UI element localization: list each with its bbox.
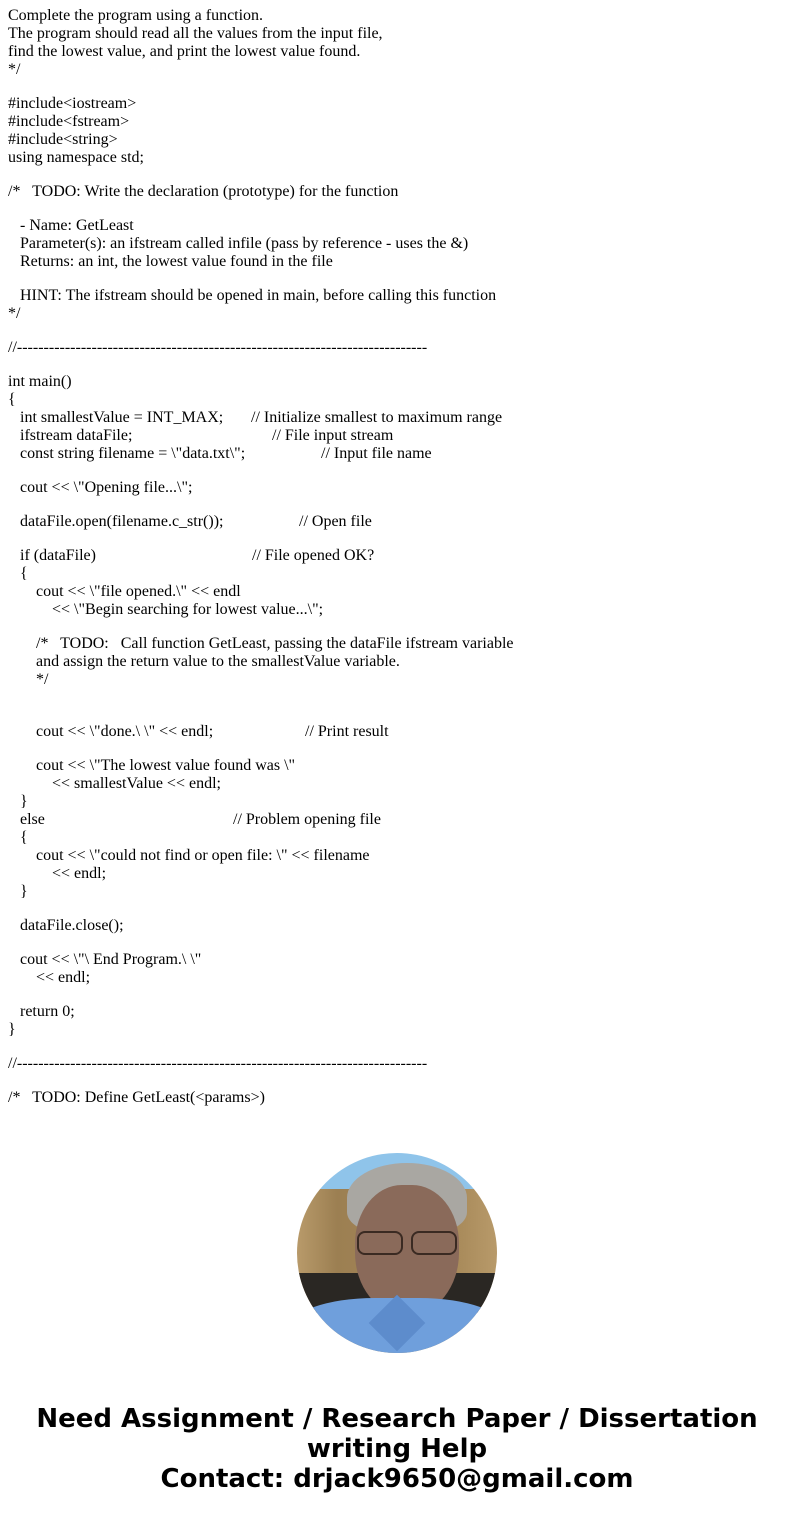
code-line: dataFile.open(filename.c_str()); — [20, 513, 224, 530]
code-line: << \"Begin searching for lowest value...\"; — [52, 601, 324, 618]
code-line: Returns: an int, the lowest value found in the file — [20, 253, 333, 270]
code-line: //----------------------------------------------------------------------------- — [8, 339, 428, 356]
code-line: and assign the return value to the smallestValue variable. — [36, 653, 400, 670]
code-line: cout << \"file opened.\" << endl — [36, 583, 241, 600]
code-line: else — [20, 811, 45, 828]
code-line: */ — [8, 305, 21, 322]
code-line: #include<string> — [8, 131, 118, 148]
promo-line-2: writing Help — [306, 1434, 488, 1464]
code-comment: // Input file name — [321, 445, 432, 462]
code-line: find the lowest value, and print the lowest value found. — [8, 43, 361, 60]
code-line: cout << \"could not find or open file: \" << filename — [36, 847, 370, 864]
author-avatar — [297, 1153, 497, 1353]
code-line: << smallestValue << endl; — [52, 775, 221, 792]
code-line: int smallestValue = INT_MAX; — [20, 409, 224, 426]
code-line: //----------------------------------------------------------------------------- — [8, 1055, 428, 1072]
code-line: /* TODO: Call function GetLeast, passing the dataFile ifstream variable — [36, 635, 514, 652]
code-line: if (dataFile) — [20, 547, 96, 564]
code-line: { — [20, 565, 28, 582]
code-line: HINT: The ifstream should be opened in main, before calling this function — [20, 287, 497, 304]
code-line: The program should read all the values from the input file, — [8, 25, 383, 42]
code-line: cout << \"\ End Program.\ \" — [20, 951, 202, 968]
glasses-icon — [357, 1231, 457, 1253]
code-line: cout << \"Opening file...\"; — [20, 479, 193, 496]
code-line: Parameter(s): an ifstream called infile (pass by reference - uses the &) — [20, 235, 469, 252]
code-comment: // Problem opening file — [233, 811, 381, 828]
code-comment: // Print result — [305, 723, 389, 740]
code-line: /* TODO: Write the declaration (prototype) for the function — [8, 183, 399, 200]
code-line: dataFile.close(); — [20, 917, 124, 934]
code-comment: // File opened OK? — [252, 547, 375, 564]
promo-line-contact: Contact: drjack9650@gmail.com — [160, 1464, 634, 1494]
promo-line-1: Need Assignment / Research Paper / Dissertation — [36, 1404, 758, 1434]
code-line: return 0; — [20, 1003, 75, 1020]
code-line: */ — [36, 671, 49, 688]
code-line: } — [20, 883, 28, 900]
code-line: cout << \"done.\ \" << endl; — [36, 723, 214, 740]
code-line: << endl; — [36, 969, 91, 986]
code-line: - Name: GetLeast — [20, 217, 134, 234]
code-line: } — [20, 793, 28, 810]
code-comment: // File input stream — [272, 427, 394, 444]
code-line: #include<iostream> — [8, 95, 137, 112]
code-line: { — [20, 829, 28, 846]
code-line: Complete the program using a function. — [8, 7, 264, 24]
code-line: */ — [8, 61, 21, 78]
code-line: #include<fstream> — [8, 113, 130, 130]
code-line: << endl; — [52, 865, 107, 882]
code-line: ifstream dataFile; — [20, 427, 133, 444]
code-line: using namespace std; — [8, 149, 144, 166]
code-line: } — [8, 1021, 16, 1038]
code-comment: // Open file — [299, 513, 372, 530]
promo-banner — [0, 1404, 794, 1494]
code-line: const string filename = \"data.txt\"; — [20, 445, 246, 462]
code-line: int main() — [8, 373, 72, 390]
code-line: { — [8, 391, 16, 408]
code-comment: // Initialize smallest to maximum range — [251, 409, 503, 426]
code-line: cout << \"The lowest value found was \" — [36, 757, 296, 774]
code-line: /* TODO: Define GetLeast(<params>) — [8, 1089, 265, 1106]
